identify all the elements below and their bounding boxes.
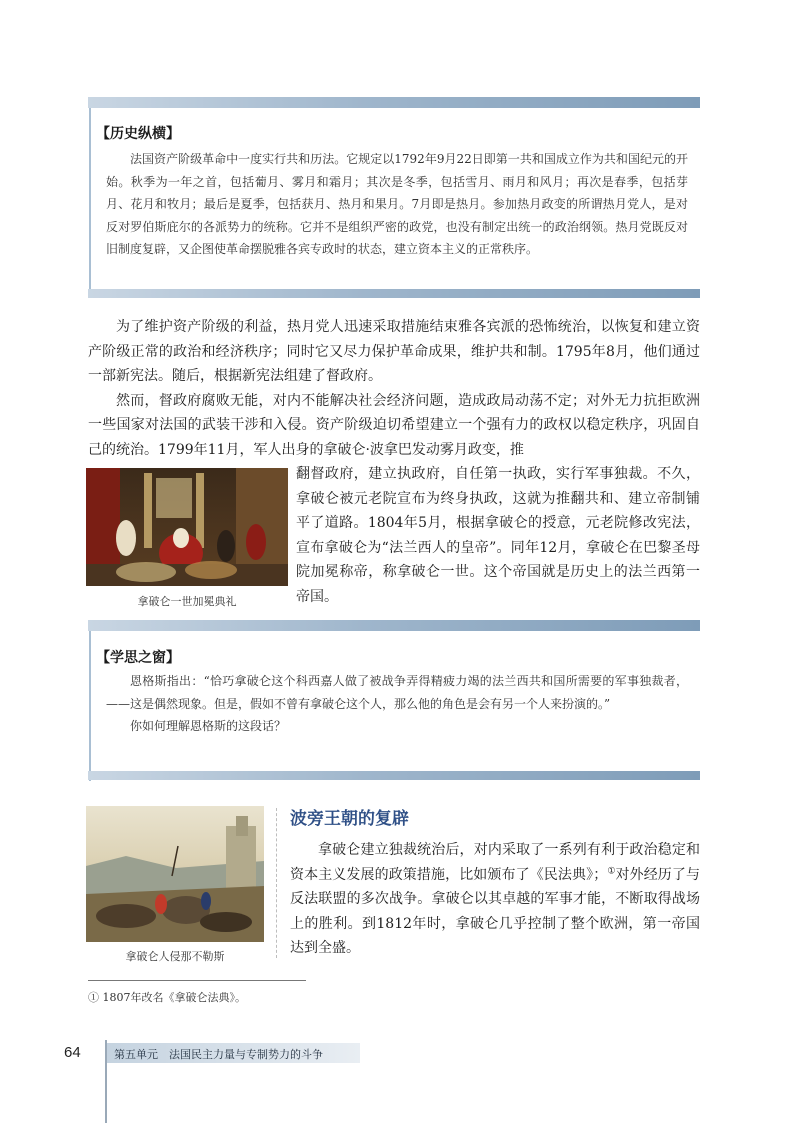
think-box-quote: 恩格斯指出：“恰巧拿破仑这个科西嘉人做了被战争弄得精疲力竭的法兰西共和国所需要的军事独裁者，——这是偶然现象。但是，假如不曾有拿破仑这个人，那么他的角色是会有另一个人来扮演的。” [106, 674, 688, 711]
think-box-top-bar [88, 620, 700, 631]
history-box-text [106, 148, 688, 261]
think-box-bottom-bar [88, 771, 700, 780]
section-paragraph [290, 838, 700, 961]
section-divider [276, 808, 277, 958]
footnote-rule [88, 980, 306, 981]
history-box-top-bar [88, 97, 700, 108]
page-number: 64 [64, 1044, 81, 1061]
section-paragraph-part2: 对外经历了与反法联盟的多次战争。拿破仑以其卓越的军事才能，不断取得战场上的胜利。到1812年时，拿破仑几乎控制了整个欧洲，第一帝国达到全盛。 [290, 866, 701, 956]
section-text [290, 838, 700, 961]
footer-unit-label: 第五单元 法国民主力量与专制势力的斗争 [114, 1048, 323, 1061]
think-box-left-rule [89, 631, 91, 781]
body-paragraph-1: 为了维护资产阶级的利益，热月党人迅速采取措施结束雅各宾派的恐怖统治，以恢复和建立资产阶级正常的政治和经济秩序；同时它又尽力保护革命成果，维护共和制。1795年8月，他们通过一部新宪法。随后，根据新宪法组建了督政府。 [88, 319, 700, 384]
body-paragraph-2-top: 然而，督政府腐败无能，对内不能解决社会经济问题，造成政局动荡不定；对外无力抗拒欧洲一些国家对法国的武装干涉和入侵。资产阶级迫切希望建立一个强有力的政权以稳定秩序，巩固自己的统治。1799年11月，军人出身的拿破仑·波拿巴发动雾月政变，推 [88, 392, 700, 458]
footnote-marker[interactable]: ① [607, 865, 616, 876]
footnote-text: ① 1807年改名《拿破仑法典》。 [88, 991, 246, 1004]
coronation-image [86, 468, 288, 586]
think-box-question: 你如何理解恩格斯的这段话？ [130, 719, 287, 733]
think-box-title: 【学思之窗】 [96, 650, 180, 666]
body-text-upper [88, 315, 700, 462]
coronation-caption: 拿破仑一世加冕典礼 [137, 595, 237, 608]
body-paragraph-2-rest: 翻督政府，建立执政府，自任第一执政，实行军事独裁。不久，拿破仑被元老院宣布为终身执政，这就为推翻共和、建立帝制铺平了道路。1804年5月，根据拿破仑的授意，元老院修改宪法，宣布拿破仑为“法兰西人的皇帝”。同年12月，拿破仑在巴黎圣母院加冕称帝，称拿破仑一世。这个帝国就是历史上的法兰西第一帝国。 [296, 466, 700, 605]
naples-caption: 拿破仑人侵那不勒斯 [125, 950, 225, 963]
section-title: 波旁王朝的复辟 [290, 809, 409, 829]
think-box-text [106, 670, 688, 738]
naples-painting-icon [86, 806, 264, 942]
history-box-bottom-bar [88, 289, 700, 298]
history-box-title: 【历史纵横】 [96, 126, 180, 142]
body-text-wrapped [296, 462, 700, 609]
history-box-paragraph: 法国资产阶级革命中一度实行共和历法。它规定以1792年9月22日即第一共和国成立作为共和国纪元的开始。秋季为一年之首，包括葡月、雾月和霜月；其次是冬季，包括雪月、雨月和风月；再次是春季，包括芽月、花月和牧月；最后是夏季，包括获月、热月和果月。7月即是热月。参加热月政变的所谓热月党人，是对反对罗伯斯庇尔的各派势力的统称。它并不是组织严密的政党，也没有制定出统一的政治纲领。热月党既反对旧制度复辟，又企图使革命摆脱雅各宾专政时的状态，建立资本主义的正常秩序。 [106, 152, 688, 256]
naples-image [86, 806, 264, 942]
coronation-painting-icon [86, 468, 288, 586]
section-paragraph-part1: 拿破仑建立独裁统治后，对内采取了一系列有利于政治稳定和资本主义发展的政策措施，比如颁布了《民法典》； [290, 842, 700, 883]
history-box-left-rule [89, 108, 91, 298]
